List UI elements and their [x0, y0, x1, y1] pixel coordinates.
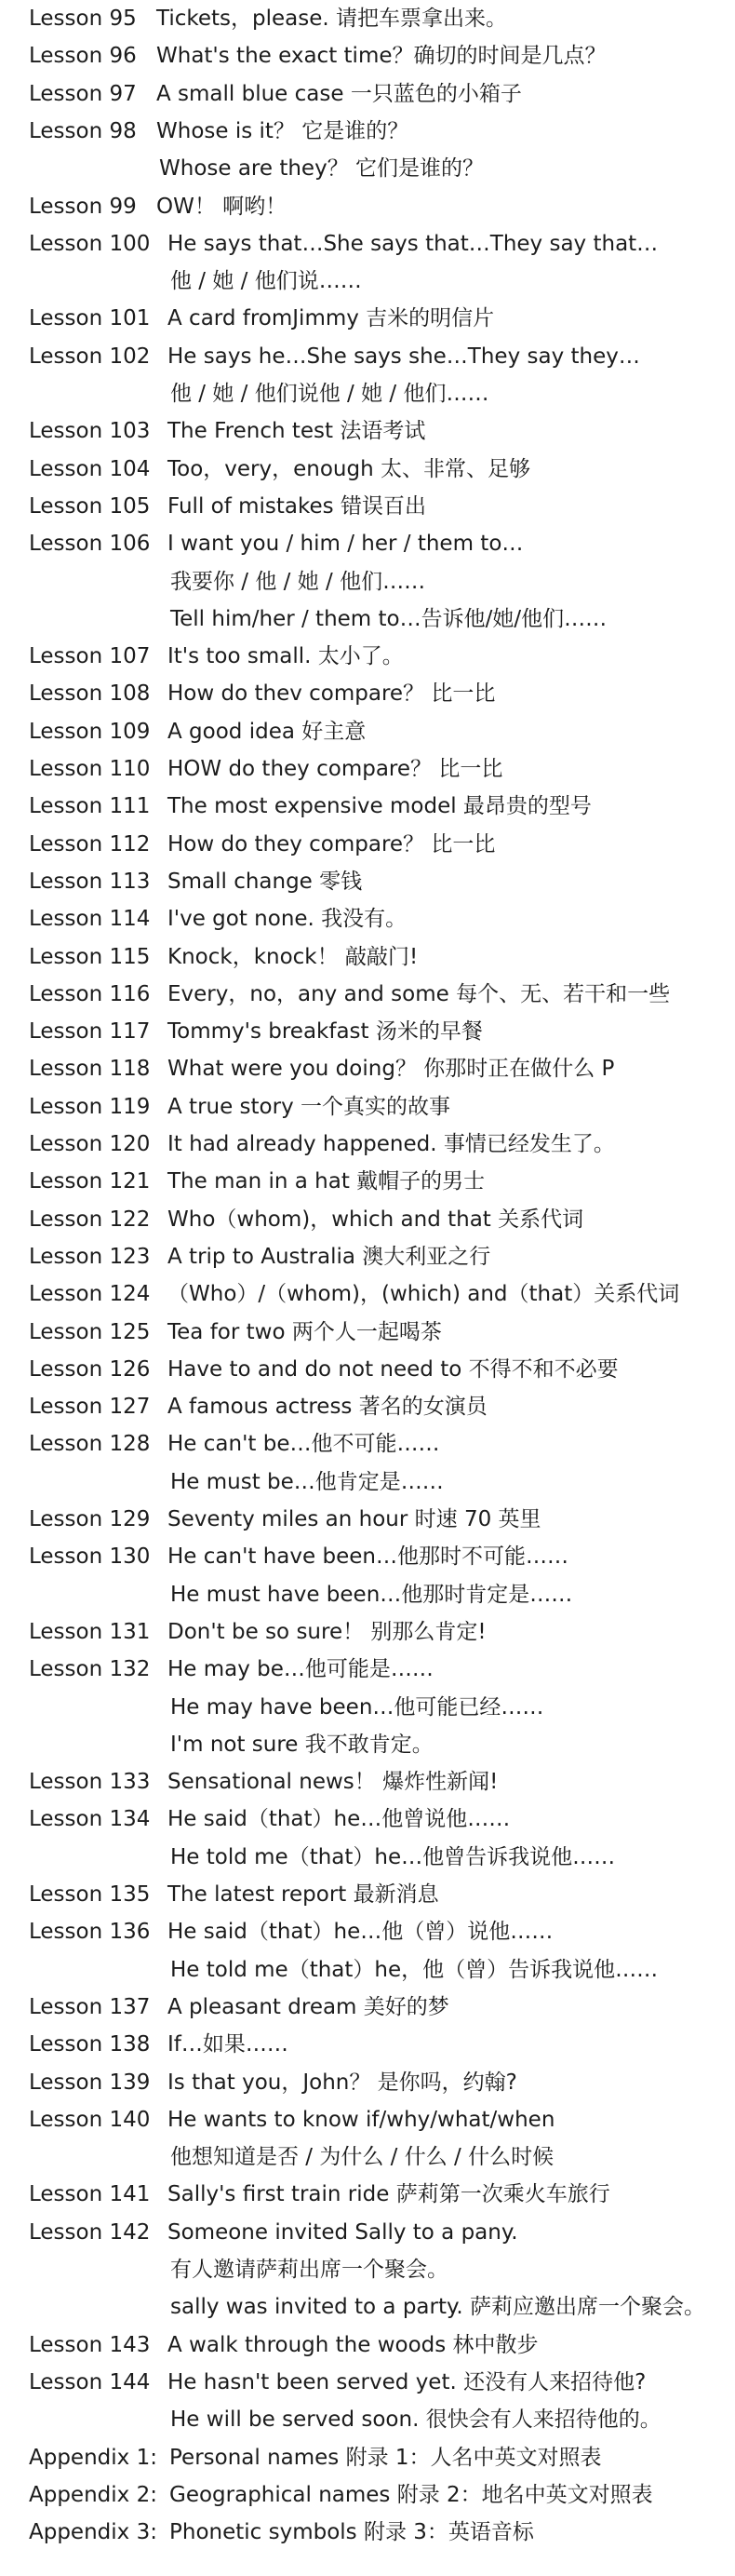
toc-entry-title: OW！ 啊哟！ — [156, 194, 287, 219]
toc-entry-label: Lesson 136 — [29, 1920, 151, 1945]
toc-entry — [0, 2068, 735, 2097]
toc-entry-continuation — [0, 1467, 735, 1497]
toc-entry-label: Lesson 103 — [29, 419, 151, 444]
toc-entry — [0, 2443, 735, 2473]
toc-entry — [0, 791, 735, 821]
toc-entry-title: How do thev compare？ 比一比 — [167, 681, 496, 707]
toc-entry-label: Lesson 104 — [29, 456, 151, 481]
toc-entry — [0, 303, 735, 333]
toc-entry-title: He said（that）he…他（曾）说他…… — [167, 1920, 554, 1945]
toc-entry-continuation — [0, 2142, 735, 2172]
toc-entry-label: Lesson 141 — [29, 2182, 151, 2207]
toc-entry-title: He says that…She says that…They say that… — [167, 231, 659, 256]
toc-entry-title: Whose are they？ 它们是谁的？ — [159, 156, 485, 182]
toc-entry-title: Have to and do not need to 不得不和不必要 — [167, 1356, 619, 1382]
toc-entry-label: Lesson 124 — [29, 1282, 151, 1307]
toc-entry-title: Tea for two 两个人一起喝茶 — [167, 1319, 442, 1344]
toc-entry-continuation — [0, 1580, 735, 1610]
toc-entry — [0, 679, 735, 708]
toc-entry — [0, 2218, 735, 2247]
toc-entry-continuation — [0, 2292, 735, 2322]
toc-entry — [0, 1242, 735, 1272]
toc-entry-title: 他 / 她 / 他们说他 / 她 / 他们…… — [170, 382, 489, 406]
toc-entry-title: Who（whom)，which and that 关系代词 — [167, 1207, 584, 1232]
toc-entry-label: Lesson 101 — [29, 306, 151, 331]
toc-entry — [0, 1092, 735, 1122]
toc-entry-continuation — [0, 1955, 735, 1985]
toc-entry-title: Phonetic symbols 附录 3：英语音标 — [169, 2520, 534, 2545]
toc-entry-label: Lesson 121 — [29, 1169, 151, 1194]
toc-entry-title: A pleasant dream 美好的梦 — [167, 1994, 449, 2019]
toc-entry-label: Lesson 115 — [29, 944, 151, 969]
toc-entry — [0, 116, 735, 146]
toc-entry-title: It had already happened. 事情已经发生了。 — [167, 1132, 615, 1156]
toc-entry — [0, 492, 735, 521]
toc-entry — [0, 1392, 735, 1422]
toc-entry-label: Lesson 139 — [29, 2070, 151, 2095]
toc-entry-continuation — [0, 266, 735, 296]
toc-entry — [0, 1767, 735, 1797]
toc-entry — [0, 1917, 735, 1947]
toc-entry-label: Lesson 105 — [29, 493, 151, 519]
toc-entry — [0, 229, 735, 259]
toc-entry-title: What's the exact time？确切的时间是几点？ — [156, 44, 607, 69]
toc-entry-title: I want you / him / her / them to… — [167, 532, 524, 557]
toc-entry-label: Appendix 2: — [29, 2482, 157, 2507]
toc-entry — [0, 641, 735, 671]
toc-entry-label: Lesson 122 — [29, 1207, 151, 1232]
toc-entry-title: Sally's first train ride 萨莉第一次乘火车旅行 — [167, 2182, 610, 2207]
toc-entry — [0, 942, 735, 972]
toc-entry-title: 我要你 / 他 / 她 / 他们…… — [170, 569, 426, 594]
toc-entry-label: Lesson 98 — [29, 118, 137, 143]
toc-entry-title: 有人邀请萨莉出席一个聚会。 — [170, 2258, 448, 2282]
toc-entry-title: Tickets，please. 请把车票拿出来。 — [156, 7, 508, 31]
toc-entry-continuation — [0, 567, 735, 597]
toc-entry-label: Lesson 132 — [29, 1657, 151, 1682]
toc-entry-label: Lesson 97 — [29, 81, 137, 106]
toc-entry-label: Lesson 116 — [29, 981, 151, 1006]
toc-entry-title: The latest report 最新消息 — [167, 1882, 439, 1907]
toc-entry-label: Lesson 131 — [29, 1619, 151, 1644]
toc-entry — [0, 1279, 735, 1309]
toc-entry-title: He told me（that）he…他曾告诉我说他…… — [170, 1844, 616, 1869]
toc-entry — [0, 79, 735, 109]
toc-entry-title: A card fromJimmy 吉米的明信片 — [167, 306, 495, 331]
toc-entry-title: He wants to know if/why/what/when — [167, 2107, 555, 2132]
toc-entry-label: Lesson 100 — [29, 231, 151, 256]
toc-entry-title: A famous actress 著名的女演员 — [167, 1395, 488, 1420]
toc-entry — [0, 717, 735, 747]
toc-entry-title: Too，very，enough 太、非常、足够 — [167, 456, 530, 481]
toc-entry-continuation — [0, 1842, 735, 1872]
toc-entry-label: Lesson 133 — [29, 1770, 151, 1795]
toc-entry-label: Lesson 128 — [29, 1432, 151, 1457]
toc-entry-label: Lesson 129 — [29, 1507, 151, 1531]
toc-entry-label: Lesson 111 — [29, 794, 151, 819]
toc-entry-title: What were you doing？ 你那时正在做什么 P — [167, 1057, 615, 1082]
toc-entry-title: I'm not sure 我不敢肯定。 — [170, 1732, 434, 1757]
toc-entry-title: Don't be so sure！ 别那么肯定! — [167, 1619, 487, 1644]
toc-entry — [0, 2367, 735, 2397]
toc-entry — [0, 979, 735, 1009]
toc-entry — [0, 2517, 735, 2547]
toc-entry — [0, 904, 735, 934]
toc-entry-continuation — [0, 1730, 735, 1760]
toc-entry-label: Appendix 1: — [29, 2445, 157, 2470]
toc-entry-continuation — [0, 2255, 735, 2285]
toc-entry — [0, 1167, 735, 1196]
toc-entry-label: Lesson 144 — [29, 2369, 151, 2394]
toc-entry-title: He said（that）he…他曾说他…… — [167, 1807, 511, 1832]
toc-entry-title: （Who）/（whom)，(which) and（that）关系代词 — [167, 1282, 680, 1307]
toc-entry-title: He told me（that）he，他（曾）告诉我说他…… — [170, 1957, 659, 1982]
toc-entry-label: Appendix 3: — [29, 2520, 157, 2545]
toc-entry-title: He may be…他可能是…… — [167, 1657, 434, 1682]
toc-entry-title: The man in a hat 戴帽子的男士 — [167, 1169, 486, 1194]
toc-entry-label: Lesson 120 — [29, 1132, 151, 1156]
toc-entry — [0, 192, 735, 222]
toc-entry-title: Is that you，John？ 是你吗，约翰? — [167, 2070, 517, 2095]
toc-entry-label: Lesson 113 — [29, 869, 151, 894]
toc-entry — [0, 1429, 735, 1459]
toc-entry-title: A trip to Australia 澳大利亚之行 — [167, 1244, 491, 1269]
toc-entry-title: He says he…She says she…They say they… — [167, 344, 640, 369]
toc-entry-label: Lesson 109 — [29, 719, 151, 744]
toc-entry-label: Lesson 130 — [29, 1544, 151, 1570]
toc-entry — [0, 1880, 735, 1909]
toc-entry-label: Lesson 135 — [29, 1882, 151, 1907]
toc-entry-title: Full of mistakes 错误百出 — [167, 493, 426, 519]
toc-entry — [0, 41, 735, 71]
toc-entry-title: Someone invited Sally to a pany. — [167, 2219, 518, 2245]
toc-entry-label: Lesson 123 — [29, 1244, 151, 1269]
toc-entry — [0, 1542, 735, 1571]
toc-entry-title: Tommy's breakfast 汤米的早餐 — [167, 1019, 483, 1045]
toc-entry-title: The French test 法语考试 — [167, 419, 426, 444]
toc-entry-title: Sensational news！ 爆炸性新闻! — [167, 1770, 499, 1795]
toc-entry-label: Lesson 118 — [29, 1057, 151, 1082]
toc-entry — [0, 1504, 735, 1534]
toc-entry-label: Lesson 117 — [29, 1019, 151, 1045]
toc-entry-title: If…如果…… — [167, 2032, 288, 2057]
toc-entry-title: sally was invited to a party. 萨莉应邀出席一个聚会。 — [170, 2295, 705, 2320]
toc-entry — [0, 1054, 735, 1084]
toc-entry — [0, 1129, 735, 1159]
toc-entry — [0, 754, 735, 784]
toc-entry-label: Lesson 102 — [29, 344, 151, 369]
toc-entry — [0, 1804, 735, 1834]
toc-entry-label: Lesson 126 — [29, 1356, 151, 1382]
toc-entry-title: Whose is it？ 它是谁的？ — [156, 118, 409, 143]
toc-entry-title: Geographical names 附录 2：地名中英文对照表 — [169, 2482, 653, 2507]
toc-entry-title: Tell him/her / them to…告诉他/她/他们…… — [170, 606, 608, 631]
toc-entry-title: 他想知道是否 / 为什么 / 什么 / 什么时候 — [170, 2145, 555, 2170]
toc-entry-label: Lesson 138 — [29, 2032, 151, 2057]
toc-entry-label: Lesson 143 — [29, 2332, 151, 2357]
toc-entry — [0, 1205, 735, 1234]
toc-entry — [0, 529, 735, 559]
toc-entry-title: He must be…他肯定是…… — [170, 1469, 444, 1494]
toc-entry — [0, 2330, 735, 2360]
toc-entry-label: Lesson 112 — [29, 831, 151, 856]
toc-entry-title: The most expensive model 最昂贵的型号 — [167, 794, 592, 819]
toc-entry — [0, 454, 735, 484]
toc-entry-title: A small blue case 一只蓝色的小箱子 — [156, 81, 522, 106]
toc-entry-label: Lesson 134 — [29, 1807, 151, 1832]
toc-entry-label: Lesson 95 — [29, 7, 137, 31]
toc-entry — [0, 342, 735, 371]
toc-entry-label: Lesson 114 — [29, 907, 151, 932]
toc-entry-label: Lesson 137 — [29, 1994, 151, 2019]
toc-entry-label: Lesson 108 — [29, 681, 151, 707]
toc-entry-title: He can't be…他不可能…… — [167, 1432, 440, 1457]
toc-entry — [0, 2105, 735, 2135]
toc-entry-title: A true story 一个真实的故事 — [167, 1094, 451, 1119]
toc-entry-continuation — [0, 604, 735, 634]
toc-entry-continuation — [0, 1693, 735, 1722]
toc-entry-label: Lesson 110 — [29, 757, 151, 781]
toc-entry — [0, 1617, 735, 1647]
toc-entry-label: Lesson 140 — [29, 2107, 151, 2132]
toc-entry-label: Lesson 125 — [29, 1319, 151, 1344]
toc-entry — [0, 1317, 735, 1347]
toc-entry — [0, 1654, 735, 1684]
toc-entry — [0, 1355, 735, 1384]
toc-entry-title: How do they compare？ 比一比 — [167, 831, 496, 856]
toc-entry — [0, 2179, 735, 2209]
toc-entry-title: A good idea 好主意 — [167, 719, 367, 744]
toc-entry-title: I've got none. 我没有。 — [167, 907, 408, 932]
toc-entry — [0, 829, 735, 859]
toc-entry-label: Lesson 106 — [29, 532, 151, 557]
toc-entry-label: Lesson 107 — [29, 644, 151, 669]
toc-entry — [0, 4, 735, 34]
toc-entry-title: HOW do they compare？ 比一比 — [167, 757, 503, 781]
toc-entry-label: Lesson 99 — [29, 194, 137, 219]
toc-entry-title: A walk through the woods 林中散步 — [167, 2332, 539, 2357]
toc-entry-title: Knock，knock！ 敲敲门! — [167, 944, 419, 969]
toc-entry-label: Lesson 127 — [29, 1395, 151, 1420]
toc-entry — [0, 2030, 735, 2059]
toc-entry-title: 他 / 她 / 他们说…… — [170, 269, 362, 294]
toc-entry-continuation — [0, 379, 735, 409]
toc-entry-title: He will be served soon. 很快会有人来招待他的。 — [170, 2407, 662, 2433]
toc-entry — [0, 1992, 735, 2022]
toc-entry — [0, 2480, 735, 2510]
toc-entry-continuation — [0, 154, 735, 183]
toc-entry-title: It's too small. 太小了。 — [167, 644, 404, 669]
toc-entry-title: He can't have been…他那时不可能…… — [167, 1544, 568, 1570]
toc-entry — [0, 867, 735, 897]
toc-entry-label: Lesson 96 — [29, 44, 137, 69]
toc-entry-title: He must have been…他那时肯定是…… — [170, 1582, 573, 1607]
toc-entry-label: Lesson 142 — [29, 2219, 151, 2245]
toc-entry-title: Every，no，any and some 每个、无、若干和一些 — [167, 981, 671, 1006]
toc-entry-title: Seventy miles an hour 时速 70 英里 — [167, 1507, 541, 1531]
toc-entry-title: He may have been…他可能已经…… — [170, 1694, 544, 1720]
toc-entry-continuation — [0, 2405, 735, 2434]
toc-entry-title: He hasn't been served yet. 还没有人来招待他? — [167, 2369, 647, 2394]
toc-entry — [0, 416, 735, 446]
toc-entry — [0, 1017, 735, 1046]
toc-entry-label: Lesson 119 — [29, 1094, 151, 1119]
toc-entry-title: Small change 零钱 — [167, 869, 363, 894]
toc-entry-title: Personal names 附录 1：人名中英文对照表 — [169, 2445, 602, 2470]
